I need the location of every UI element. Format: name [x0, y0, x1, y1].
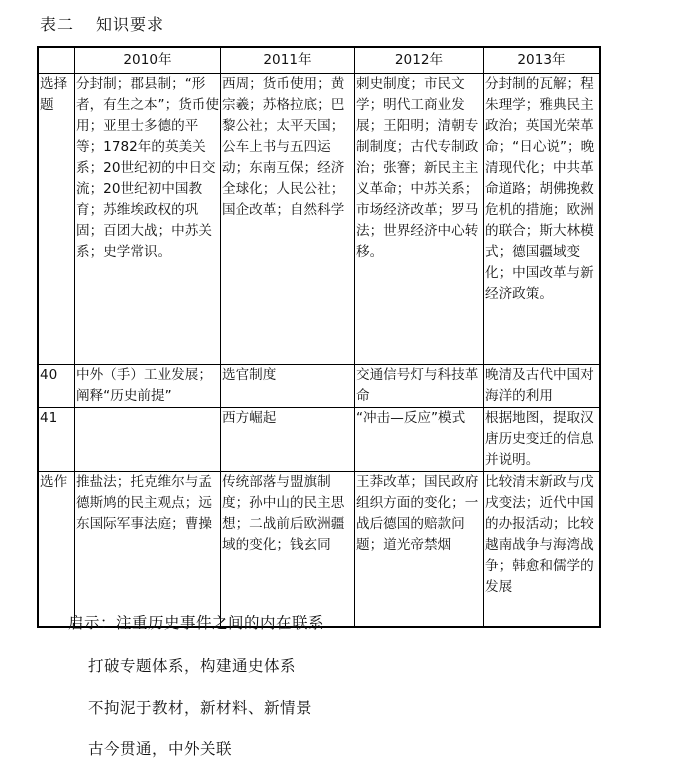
header-2013: 2013年 — [484, 47, 601, 74]
table-row-q41 — [38, 408, 600, 472]
table-cell: 中外（手）工业发展；阐释“历史前提” — [75, 365, 221, 408]
insight-line: 打破专题体系，构建通史体系 — [88, 657, 297, 675]
knowledge-table — [37, 46, 601, 628]
table-cell: 传统部落与盟旗制度；孙中山的民主思想；二战前后欧洲疆域的变化；钱玄同 — [221, 472, 355, 627]
table-row-q40 — [38, 365, 600, 408]
table-cell: “冲击—反应”模式 — [355, 408, 484, 472]
header-2012: 2012年 — [355, 47, 484, 74]
table-row-optional — [38, 472, 600, 627]
table-cell: 西周；货币使用；黄宗羲；苏格拉底；巴黎公社；太平天国；公车上书与五四运动；东南互保；经济全球化；人民公社；国企改革；自然科学 — [221, 74, 355, 365]
table-cell: 选官制度 — [221, 365, 355, 408]
header-2010: 2010年 — [75, 47, 221, 74]
insight-line: 古今贯通，中外关联 — [88, 740, 233, 758]
table-cell — [75, 408, 221, 472]
table-cell: 分封制的瓦解；程朱理学；雅典民主政治；英国光荣革命；“日心说”；晚清现代化；中共革命道路；胡佛挽救危机的措施；欧洲的联合；斯大林模式；德国疆域变化；中国改革与新经济政策。 — [484, 74, 601, 365]
table-cell: 推盐法；托克维尔与孟德斯鸠的民主观点；远东国际军事法庭；曹操 — [75, 472, 221, 627]
table-cell: 交通信号灯与科技革命 — [355, 365, 484, 408]
table-cell: 分封制；郡县制；“形者，有生之本”；货币使用；亚里士多德的平等；1782年的英美关系；20世纪初的中日交流；20世纪初中国教育；苏维埃政权的巩固；百团大战；中苏关系；史学常识。 — [75, 74, 221, 365]
header-2011: 2011年 — [221, 47, 355, 74]
row-label: 40 — [38, 365, 75, 408]
table-caption: 知识要求 — [96, 15, 165, 34]
table-cell: 根据地图，提取汉唐历史变迁的信息并说明。 — [484, 408, 601, 472]
table-cell: 比较清末新政与戊戌变法；近代中国的办报活动；比较越南战争与海湾战争；韩愈和儒学的发展 — [484, 472, 601, 627]
table-cell: 王莽改革；国民政府组织方面的变化；一战后德国的赔款问题；道光帝禁烟 — [355, 472, 484, 627]
table-number: 表二 — [40, 15, 75, 34]
insight-line: 不拘泥于教材，新材料、新情景 — [88, 699, 313, 717]
table-cell: 刺史制度；市民文学；明代工商业发展；王阳明；清朝专制制度；古代专制政治；张謇；新民主主义革命；中苏关系；市场经济改革；罗马法；世界经济中心转移。 — [355, 74, 484, 365]
row-label: 选作 — [38, 472, 75, 627]
insight-lead: 启示：注重历史事件之间的内在联系 — [68, 614, 325, 632]
row-label: 41 — [38, 408, 75, 472]
table-cell: 西方崛起 — [221, 408, 355, 472]
table-row-choice — [38, 74, 600, 365]
table-title — [40, 12, 164, 35]
header-row — [38, 47, 600, 74]
row-label: 选择题 — [38, 74, 75, 365]
header-corner — [38, 47, 75, 74]
table-cell: 晚清及古代中国对海洋的利用 — [484, 365, 601, 408]
